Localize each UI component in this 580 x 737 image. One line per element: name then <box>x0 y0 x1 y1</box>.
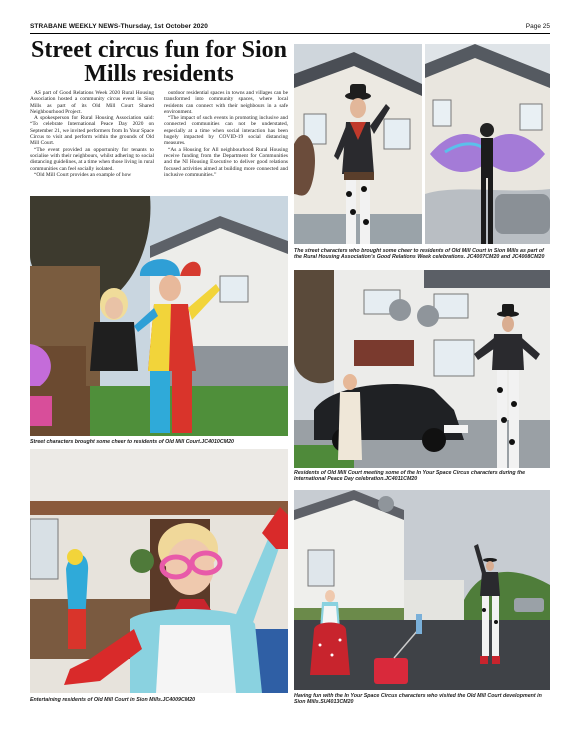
paragraph: “The event provided an opportunity for tenants to socialise with their neighbours, whilst adhering to social distancing guidelines, at a time when those living in rural communities can feel socially isolated. <box>30 146 154 172</box>
headline: Street circus fun for Sion Mills residents <box>31 37 287 87</box>
caption-left-bottom: Entertaining residents of Old Mill Court in Sion Mills.JC4009CM20 <box>30 697 196 703</box>
paragraph: “As a Housing for All neighbourhood Rural Housing receive funding from the Department for Communities and the NI Housing Executive to deliver good relations focused activities aimed at building more connected and inclusive communities.” <box>164 146 288 178</box>
page-number: Page 25 <box>525 23 550 30</box>
caption-right-bottom: Having fun with the In Your Space Circus characters who visited the Old Mill Court development in Sion Mills.SU4013CM20 <box>294 693 542 706</box>
paragraph: “Old Mill Court provides an example of how <box>34 171 132 178</box>
caption-left-mid: Street characters brought some cheer to residents of Old Mill Court.JC4010CM20 <box>30 439 234 445</box>
article-column-1 <box>30 90 154 178</box>
photo-purple-wings <box>425 44 550 244</box>
caption-top-right: The street characters who brought some cheer to residents of Old Mill Court in Sion Mills as part of the Rural Housing Association’s Good Relations Week celebrations. JC4007CM20 and JC4008CM20 <box>294 248 545 261</box>
photo-having-fun <box>294 490 550 690</box>
caption-right-mid: Residents of Old Mill Court meeting some of the In Your Space Circus characters during the International Peace Day celebration.JC4011CM20 <box>294 470 526 483</box>
photo-residents-meeting-characters <box>294 270 550 468</box>
paragraph: AS part of Good Relations Week 2020 Rural Housing Association hosted a community circus event in Sion Mills as part of its Old Mill Court Shared Neighbourhood Project. <box>30 90 154 115</box>
article-column-2 <box>164 90 288 178</box>
masthead <box>30 20 550 34</box>
paragraph: A spokesperson for Rural Housing Association said: “To celebrate International Peace Day 2020 on September 21, we invited performers from In Your Space Circus to visit and perform within the grounds of Old Mill Court. <box>30 115 154 147</box>
photo-clown-and-resident <box>30 196 288 436</box>
paragraph: “The impact of such events in promoting inclusive and connected communities can not be understated, especially at a time when social interaction has been hugely impacted by COVID-19 social distancing measures. <box>164 115 288 147</box>
paragraph: outdoor residential spaces in towns and villages can be transformed into community spaces, where local residents can connect with their neighbours in a safe environment. <box>164 90 288 115</box>
photo-stilt-cowboy <box>294 44 422 244</box>
article-body <box>30 90 288 190</box>
masthead-title: STRABANE WEEKLY NEWS-Thursday, 1st October 2020 <box>30 23 208 30</box>
photo-woman-pink-glasses <box>30 449 288 693</box>
